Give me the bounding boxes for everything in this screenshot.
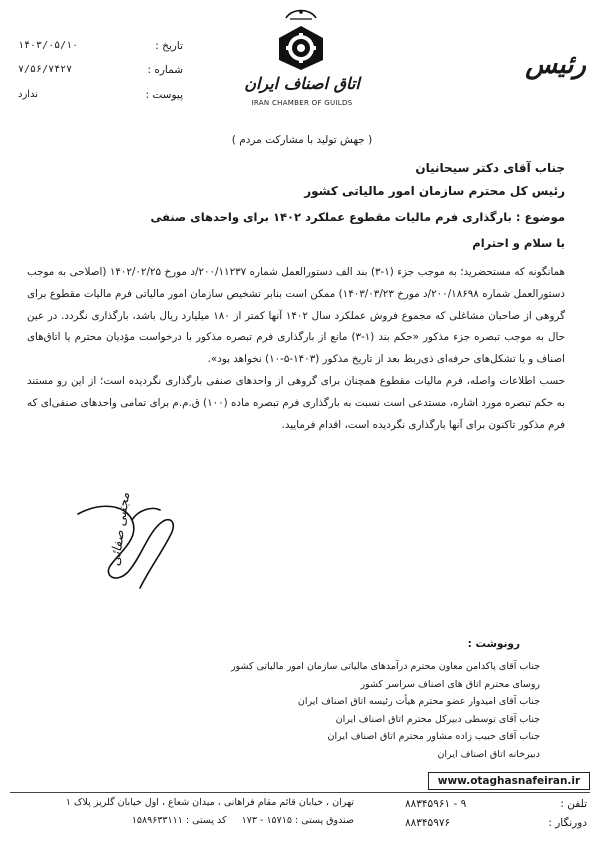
date-value: ۱۴۰۳/۰۵/۱۰ [18, 40, 79, 51]
letter-subject: موضوع : بارگذاری فرم مالیات مقطوع عملکرد ۱۴۰۲ برای واحدهای صنفی [150, 210, 565, 224]
website-url[interactable]: www.otaghasnafeiran.ir [428, 772, 590, 790]
po-box: صندوق پستی : ۱۵۷۱۵ - ۱۷۳ [241, 815, 354, 826]
fax-row [405, 817, 587, 829]
addressee-name: جناب آقای دکتر سیحانیان [415, 161, 565, 175]
copy-recipient: روسای محترم اتاق های اصناف سراسر کشور [360, 678, 540, 690]
meta-attachment-row [18, 89, 183, 101]
copy-recipient: جناب آقای حبیب زاده مشاور محترم اتاق اصناف ایران [327, 731, 540, 743]
org-name-persian: اتاق اصناف ایران [244, 74, 360, 93]
meta-number-row [18, 64, 183, 76]
body-paragraph-1: همانگونه که مستحضرید؛ به موجب جزء (۱-۳) بند الف دستورالعمل شماره ۲۰۰/۱۱۲۳۷/د مورخ ۱۴۰۲/۰۲/۲۵ (اصلاحی به موجب دستورالعمل شماره ۲۰۰/۱۸۶۹۸/د مورخ ۱۴۰۳/۰۳/۲۳) ممکن است بنابر تشخیص سازمان امور مالیاتی فرم مالیات مقطوع برای گروهی از صاحبان مشاغلی که مجموع فروش عملکرد سال ۱۴۰۲ آنها کمتر از ۱۸۰ میلیارد ریال باشد، بارگذاری نگردد. در عین حال به موجب تبصره جزء مذکور «حکم بند (۱-۳) مانع از بارگذاری فرم تبصره مذکور با درخواست مؤدیان محترم یا اتاق‌های اصناف و یا تشکل‌های حرفه‌ای ذی‌ربط بعد از تاریخ مذکور (۱۴۰۳-۵-۱۰) نخواهد بود». [27, 266, 566, 366]
chairman-title: رئیس [525, 50, 586, 80]
footer-address: تهران ، خیابان قائم مقام فراهانی ، میدان شعاع ، اول خیابان گلریز پلاک ۱ [65, 797, 354, 808]
signer-name: مجتبی صفائی [108, 491, 134, 568]
greeting: با سلام و احترام [472, 236, 565, 250]
footer-postal [14, 815, 354, 826]
postal-code: کد پستی : ۱۵۸۹۶۳۳۱۱۱ [131, 815, 227, 826]
number-label: شماره : [147, 64, 183, 76]
header-ornament [282, 6, 320, 22]
copies-title: رونوشت : [467, 638, 520, 650]
footer-divider [10, 792, 590, 793]
phone-value: ۸۸۳۴۵۹۶۱ - ۹ [405, 798, 467, 810]
fax-value: ۸۸۳۴۵۹۷۶ [405, 817, 451, 829]
phone-label: تلفن : [560, 798, 587, 810]
copy-recipient: جناب آقای امیدوار عضو محترم هیأت رئیسه اتاق اصناف ایران [297, 696, 540, 708]
meta-date-row [18, 40, 183, 52]
org-name-english: IRAN CHAMBER OF GUILDS [251, 99, 353, 107]
fax-label: دورنگار : [548, 817, 587, 829]
slogan: ( جهش تولید با مشارکت مردم ) [231, 134, 373, 146]
addressee-title: رئیس کل محترم سازمان امور مالیاتی کشور [304, 184, 565, 198]
copy-recipient: دبیرخانه اتاق اصناف ایران [437, 748, 540, 760]
date-label: تاریخ : [155, 40, 183, 52]
copy-recipient: جناب آقای توسطی دبیرکل محترم اتاق اصناف ایران [335, 713, 540, 725]
body-paragraph-2: حسب اطلاعات واصله، فرم مالیات مقطوع همچنان برای گروهی از واحدهای صنفی بارگذاری نگردیده است؛ از این رو مستند به حکم تبصره مورد اشاره، مستدعی است نسبت به بارگذاری فرم تبصره ماده (۱۰۰) ق.م.م برای تمامی واحدهای صنفی‌ای که فرم مذکور تاکنون برای آنها بارگذاری نگردیده است، اقدام فرمایید. [27, 374, 565, 431]
phone-row [405, 798, 587, 810]
attachment-label: پیوست : [145, 89, 183, 101]
number-value: ۷/۵۶/۷۴۲۷ [18, 64, 73, 75]
copy-recipient: جناب آقای پاکدامن معاون محترم درآمدهای مالیاتی سازمان امور مالیاتی کشور [230, 661, 540, 672]
guild-chamber-logo [275, 24, 327, 72]
letter-body [27, 262, 565, 436]
copies-list [40, 658, 540, 764]
attachment-value: ندارد [18, 89, 39, 100]
